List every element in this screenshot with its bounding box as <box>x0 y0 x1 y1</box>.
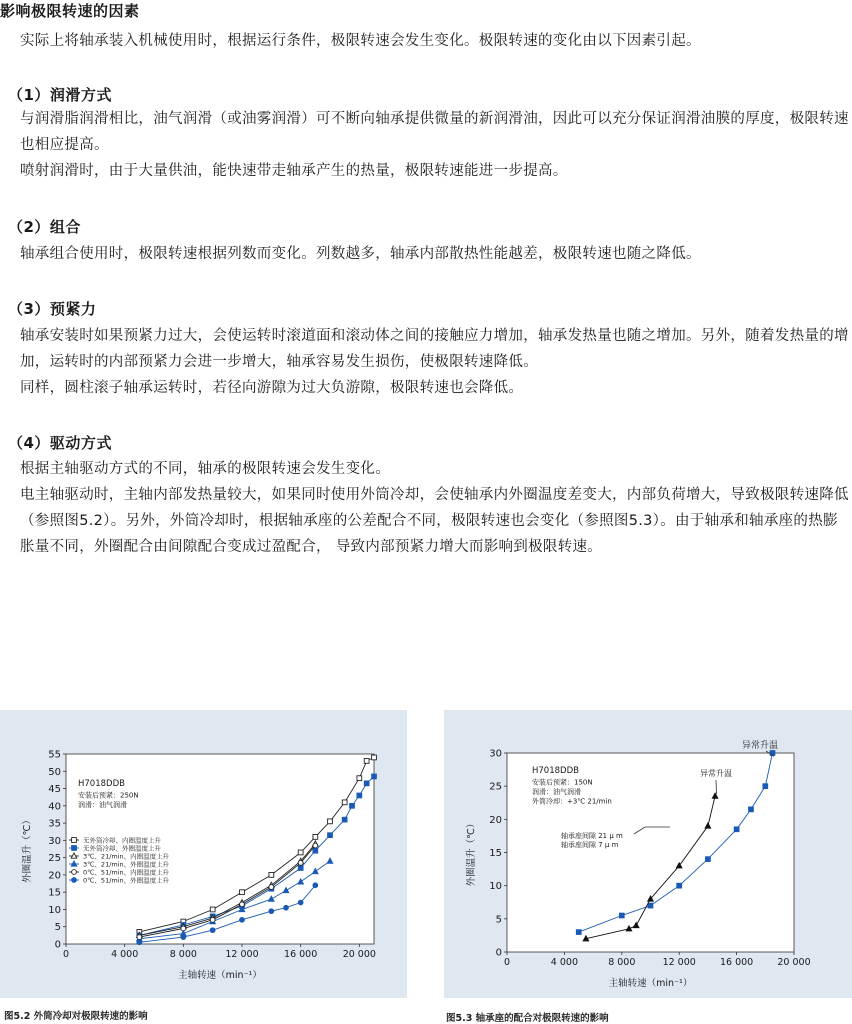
section-drive-body: 根据主轴驱动方式的不同，轴承的极限转速会发生变化。 电主轴驱动时，主轴内部发热量较大，如果同时使用外筒冷却，会使轴承内外圈温度差变大，内部负荷增大，导致极限转速降低（参照图5.2）。另外，外筒冷却时，根据轴承座的公差配合不同，极限转速也会变化（参照图5.3）。由于轴承和轴承座的热膨胀量不同，外圈配合由间隙配合变成过盈配合， 导致内部预紧力增大而影响到极限转速。 <box>20 461 849 555</box>
annotation-abnormal-rise-2: 异常升温 <box>700 769 732 778</box>
legend-marker <box>72 846 77 851</box>
info-text: H7018DDB <box>532 766 579 776</box>
data-point <box>269 885 274 890</box>
legend-label: 轴承座间隙 7 μ m <box>561 841 619 849</box>
y-tick-label: 15 <box>489 848 502 859</box>
x-axis-label: 主轴转速（min⁻¹） <box>178 970 262 981</box>
data-point <box>240 902 245 907</box>
figure-5-2-panel <box>0 710 407 998</box>
section-heading-lubrication: （1）润滑方式 <box>8 86 112 104</box>
y-tick-label: 5 <box>54 922 61 934</box>
y-tick-label: 45 <box>48 784 61 796</box>
legend-marker <box>72 870 77 875</box>
data-point <box>372 774 377 779</box>
y-tick-label: 50 <box>48 766 61 778</box>
y-tick-label: 0 <box>54 939 61 951</box>
y-tick-label: 25 <box>489 781 502 793</box>
y-tick-label: 20 <box>489 814 502 826</box>
figure-5-2-chart <box>0 710 407 998</box>
legend-marker <box>72 838 77 843</box>
data-point <box>342 800 347 805</box>
legend-label: 轴承座间隙 21 μ m <box>561 832 623 840</box>
y-axis-label: 外圈温升（℃） <box>22 815 33 883</box>
figure-5-2-caption: 图5.2 外筒冷却对极限转速的影响 <box>4 1011 148 1022</box>
section-preload-body: 轴承安装时如果预紧力过大，会使运转时滚道面和滚动体之间的接触应力增加，轴承发热量也随之增加。另外，随着发热量的增加，运转时的内部预紧力会进一步增大，轴承容易发生损伤，使极限转速降低。 同样，圆柱滚子轴承运转时，若径向游隙为过大负游隙，极限转速也会降低。 <box>20 328 849 396</box>
legend-label: 无外筒冷却、外圈温度上升 <box>83 844 161 853</box>
y-tick-label: 40 <box>48 801 61 813</box>
figure-5-3-chart <box>444 710 852 998</box>
data-point <box>240 890 245 895</box>
x-tick-label: 8 000 <box>169 949 197 960</box>
y-tick-label: 35 <box>48 818 61 830</box>
data-point <box>749 807 754 812</box>
y-axis-label: 外圈温升（℃） <box>466 818 477 887</box>
x-tick-label: 12 000 <box>662 957 696 968</box>
figure-5-3-panel <box>444 710 852 998</box>
data-point <box>648 903 653 908</box>
x-tick-label: 12 000 <box>225 949 259 960</box>
data-point <box>298 900 303 905</box>
info-text: H7018DDB <box>78 779 125 789</box>
data-point <box>364 781 369 786</box>
y-tick-label: 30 <box>489 748 502 760</box>
y-tick-label: 10 <box>489 881 502 893</box>
data-point <box>372 755 377 760</box>
section-heading-drive: （4）驱动方式 <box>8 434 112 452</box>
legend-label: 无外筒冷却、内圈温度上升 <box>83 836 161 845</box>
data-point <box>240 917 245 922</box>
section-lubrication-body: 与润滑脂润滑相比，油气润滑（或油雾润滑）可不断向轴承提供微量的新润滑油，因此可以充分保证润滑油膜的厚度，极限转速也相应提高。 喷射润滑时，由于大量供油，能快速带走轴承产生的热量，极限转速能进一步提高。 <box>20 111 849 179</box>
figure-5-3-caption: 图5.3 轴承座的配合对极限转速的影响 <box>446 1013 609 1024</box>
annotation-abnormal-rise: 异常升温 <box>742 741 779 751</box>
data-point <box>298 860 303 865</box>
data-point <box>298 866 303 871</box>
data-point <box>328 833 333 838</box>
y-tick-label: 0 <box>495 947 502 959</box>
data-point <box>269 873 274 878</box>
data-point <box>137 935 142 940</box>
data-point <box>181 935 186 940</box>
y-tick-label: 20 <box>48 870 61 882</box>
section-combination-body: 轴承组合使用时，极限转速根据列数而变化。列数越多，轴承内部散热性能越差，极限转速也随之降低。 <box>20 246 701 262</box>
info-text: 润滑：油气润滑 <box>532 788 581 796</box>
data-point <box>313 848 318 853</box>
annotation-arrow <box>716 780 717 794</box>
y-tick-label: 15 <box>48 887 61 899</box>
data-point <box>350 803 355 808</box>
x-axis-label: 主轴转速（min⁻¹） <box>608 978 693 989</box>
legend-label: 3℃、21/min、内圈温度上升 <box>83 852 170 861</box>
data-point <box>298 850 303 855</box>
x-tick-label: 20 000 <box>342 949 376 960</box>
data-point <box>210 928 215 933</box>
data-point <box>210 907 215 912</box>
x-tick-label: 0 <box>503 957 511 968</box>
info-text: 润滑：油气润滑 <box>78 801 127 809</box>
data-point <box>313 835 318 840</box>
data-point <box>734 827 739 832</box>
x-tick-label: 16 000 <box>719 957 754 968</box>
data-point <box>137 940 142 945</box>
legend-label: 0℃、51/min、内圈温度上升 <box>83 868 170 877</box>
data-point <box>313 843 318 848</box>
data-point <box>313 883 318 888</box>
info-text: 安装后预紧：250N <box>78 791 139 800</box>
data-point <box>357 793 362 798</box>
info-text: 外筒冷却：+3℃ 21/min <box>532 797 612 806</box>
x-tick-label: 4 000 <box>111 949 139 960</box>
y-tick-label: 25 <box>48 853 61 865</box>
data-point <box>677 883 682 888</box>
data-point <box>576 930 581 935</box>
info-text: 安装后预紧：150N <box>532 778 593 787</box>
x-tick-label: 20 000 <box>777 957 811 968</box>
x-tick-label: 4 000 <box>550 957 579 968</box>
data-point <box>364 759 369 764</box>
x-tick-label: 16 000 <box>284 949 318 960</box>
x-tick-label: 8 000 <box>608 957 636 968</box>
page-title: 影响极限转速的因素 <box>0 2 140 20</box>
data-point <box>284 905 289 910</box>
data-point <box>342 817 347 822</box>
data-point <box>181 926 186 931</box>
legend-label: 3℃、21/min、外圈温度上升 <box>83 860 170 869</box>
legend-label: 0℃、51/min、外圈温度上升 <box>83 876 170 885</box>
data-point <box>210 917 215 922</box>
x-tick-label: 0 <box>62 949 70 960</box>
section-heading-combination: （2）组合 <box>8 218 81 236</box>
y-tick-label: 55 <box>48 749 61 761</box>
data-point <box>619 913 624 918</box>
y-tick-label: 5 <box>495 914 502 926</box>
y-tick-label: 10 <box>48 904 61 916</box>
legend-marker <box>72 878 77 883</box>
data-point <box>357 776 362 781</box>
data-point <box>763 784 768 789</box>
data-point <box>328 819 333 824</box>
section-heading-preload: （3）预紧力 <box>8 300 97 318</box>
data-point <box>269 909 274 914</box>
data-point <box>706 857 711 862</box>
intro-paragraph: 实际上将轴承装入机械使用时，根据运行条件，极限转速会发生变化。极限转速的变化由以下因素引起。 <box>20 33 701 49</box>
y-tick-label: 30 <box>48 835 61 847</box>
